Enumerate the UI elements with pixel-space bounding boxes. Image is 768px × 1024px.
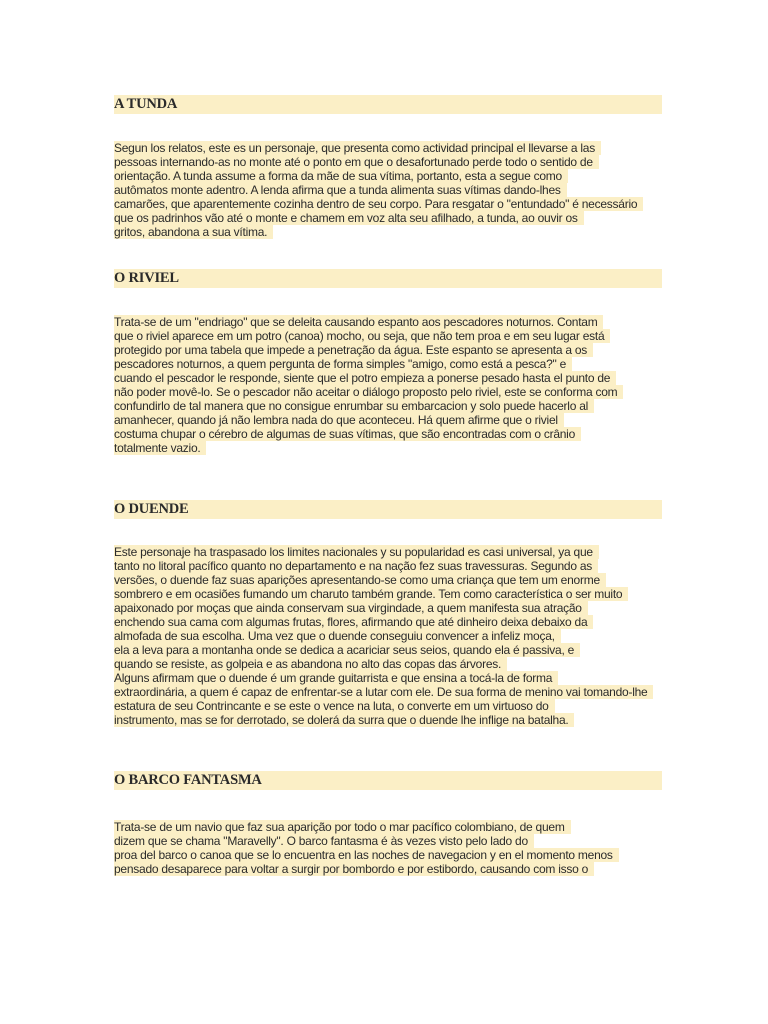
text-line: orientação. A tunda assume a forma da mãe de sua vítima, portanto, esta a segue como: [114, 169, 568, 183]
section-body: [114, 545, 674, 727]
text-line: que os padrinhos vão até o monte e chamem em voz alta seu afilhado, a tunda, ao ouvir os: [114, 211, 584, 225]
text-line: Alguns afirmam que o duende é um grande guitarrista e que ensina a tocá-la de forma: [114, 671, 558, 685]
section-o-riviel: [114, 269, 674, 455]
section-body: [114, 315, 674, 455]
text-line: quando se resiste, as golpeia e as abandona no alto das copas das árvores.: [114, 657, 507, 671]
text-line: enchendo sua cama com algumas frutas, flores, afirmando que até dinheiro deixa debaixo da: [114, 615, 593, 629]
section-title: O DUENDE: [114, 500, 662, 519]
text-line: confundirlo de tal manera que no consigue enrumbar su embarcacion y solo puede hacerlo al: [114, 399, 594, 413]
text-line: autômatos monte adentro. A lenda afirma que a tunda alimenta suas vítimas dando-lhes: [114, 183, 567, 197]
text-line: proa del barco o canoa que se lo encuentra en las noches de navegacion y en el momento menos: [114, 848, 619, 862]
text-line: sombrero e em ocasiões fumando um charuto também grande. Tem como característica o ser muito: [114, 587, 628, 601]
text-line: camarões, que aparentemente cozinha dentro de seu corpo. Para resgatar o "entundado" é necessário: [114, 197, 643, 211]
text-line: gritos, abandona a sua vítima.: [114, 225, 273, 239]
text-line: pensado desaparece para voltar a surgir por bombordo e por estibordo, causando com isso o: [114, 862, 594, 876]
text-line: instrumento, mas se for derrotado, se dolerá da surra que o duende lhe inflige na batalha.: [114, 713, 574, 727]
section-body: [114, 820, 674, 876]
text-line: almofada de sua escolha. Uma vez que o duende conseguiu convencer a infeliz moça,: [114, 629, 561, 643]
text-line: pescadores noturnos, a quem pergunta de forma simples "amigo, como está a pesca?" e: [114, 357, 572, 371]
text-line: costuma chupar o cérebro de algumas de suas vítimas, que são encontradas com o crânio: [114, 427, 581, 441]
section-o-duende: [114, 500, 674, 727]
text-line: totalmente vazio.: [114, 441, 206, 455]
text-line: protegido por uma tabela que impede a penetração da água. Este espanto se apresenta a os: [114, 343, 593, 357]
text-line: ela a leva para a montanha onde se dedica a acariciar seus seios, quando ela é passiva, e: [114, 643, 580, 657]
text-line: Trata-se de um navio que faz sua aparição por todo o mar pacífico colombiano, de quem: [114, 820, 571, 834]
section-title: O RIVIEL: [114, 269, 662, 288]
text-line: versões, o duende faz suas aparições apresentando-se como uma criança que tem um enorme: [114, 573, 606, 587]
text-line: dizem que se chama "Maravelly". O barco fantasma é às vezes visto pelo lado do: [114, 834, 534, 848]
section-title: A TUNDA: [114, 95, 662, 114]
text-line: amanhecer, quando já não lembra nada do que aconteceu. Há quem afirme que o riviel: [114, 413, 564, 427]
text-line: não poder movê-lo. Se o pescador não aceitar o diálogo proposto pelo riviel, este se conforma com: [114, 385, 623, 399]
text-line: tanto no litoral pacífico quanto no departamento e na nação fez suas travessuras. Segundo as: [114, 559, 598, 573]
text-line: extraordinária, a quem é capaz de enfrentar-se a lutar com ele. De sua forma de menino vai tomando-lhe: [114, 685, 653, 699]
section-o-barco-fantasma: [114, 771, 674, 876]
text-line: que o riviel aparece em um potro (canoa) mocho, ou seja, que não tem proa e em seu lugar está: [114, 329, 610, 343]
text-line: Trata-se de um "endriago" que se deleita causando espanto aos pescadores noturnos. Contam: [114, 315, 603, 329]
text-line: estatura de seu Contrincante e se este o vence na luta, o converte em um virtuoso do: [114, 699, 555, 713]
text-line: pessoas internando-as no monte até o ponto em que o desafortunado perde todo o sentido de: [114, 155, 599, 169]
text-line: Este personaje ha traspasado los limites nacionales y su popularidad es casi universal, ya que: [114, 545, 599, 559]
section-title: O BARCO FANTASMA: [114, 771, 662, 790]
text-line: cuando el pescador le responde, siente que el potro empieza a ponerse pesado hasta el punto de: [114, 371, 616, 385]
section-body: [114, 141, 674, 239]
section-a-tunda: [114, 95, 674, 239]
text-line: apaixonado por moças que ainda conservam sua virgindade, a quem manifesta sua atração: [114, 601, 588, 615]
text-line: Segun los relatos, este es un personaje, que presenta como actividad principal el llevarse a las: [114, 141, 601, 155]
